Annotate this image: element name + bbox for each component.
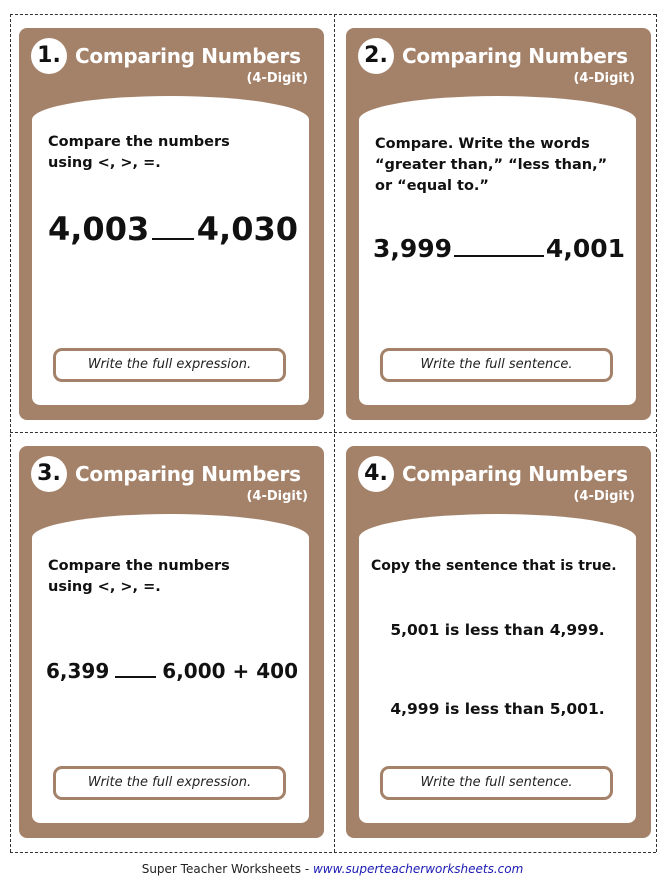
- page-footer: [0, 862, 665, 876]
- card-prompt: [48, 132, 298, 174]
- card-title: Comparing Numbers: [75, 462, 301, 486]
- footer-website-link[interactable]: www.superteacherworksheets.com: [312, 862, 524, 876]
- cut-line-bottom: [10, 852, 656, 853]
- cut-line-middle: [10, 432, 656, 433]
- footer-separator: -: [301, 862, 313, 876]
- write-answer-box[interactable]: Write the full expression.: [53, 766, 286, 800]
- task-card-3: [19, 446, 324, 838]
- left-number: 6,399: [46, 659, 110, 683]
- prompt-line: Compare the numbers: [48, 134, 230, 150]
- comparison-expression: [48, 210, 298, 248]
- card-subtitle: (4-Digit): [246, 489, 308, 504]
- left-number: 4,003: [48, 210, 150, 248]
- right-number: 6,000 + 400: [162, 659, 298, 683]
- prompt-line: using <, >, =.: [48, 579, 161, 595]
- card-number-badge: 1.: [31, 38, 67, 74]
- right-number: 4,001: [545, 234, 625, 263]
- prompt-line: Compare the numbers: [48, 558, 230, 574]
- comparison-expression: [46, 659, 298, 683]
- left-number: 3,999: [373, 234, 453, 263]
- cut-line-right: [656, 14, 657, 852]
- sentence-option-b: 4,999 is less than 5,001.: [390, 700, 605, 718]
- cut-line-top: [10, 14, 656, 15]
- prompt-line: Compare. Write the words: [375, 136, 590, 152]
- write-answer-box[interactable]: Write the full sentence.: [380, 766, 613, 800]
- write-answer-box[interactable]: Write the full sentence.: [380, 348, 613, 382]
- prompt-line: Copy the sentence that is true.: [371, 558, 617, 574]
- card-panel: [359, 514, 636, 823]
- answer-blank[interactable]: [152, 216, 194, 240]
- answer-blank[interactable]: [115, 662, 156, 678]
- task-card-4: [346, 446, 651, 838]
- card-panel: [359, 96, 636, 405]
- sentence-option-a: 5,001 is less than 4,999.: [390, 621, 605, 639]
- card-title: Comparing Numbers: [402, 44, 628, 68]
- prompt-line: or “equal to.”: [375, 178, 489, 194]
- prompt-line: “greater than,” “less than,”: [375, 157, 608, 173]
- cut-line-left: [10, 14, 11, 852]
- footer-brand: Super Teacher Worksheets: [141, 862, 302, 876]
- task-card-2: [346, 28, 651, 420]
- card-subtitle: (4-Digit): [573, 71, 635, 86]
- card-number-badge: 4.: [358, 456, 394, 492]
- card-subtitle: (4-Digit): [246, 71, 308, 86]
- card-number-badge: 3.: [31, 456, 67, 492]
- card-prompt: [371, 556, 631, 577]
- right-number: 4,030: [196, 210, 298, 248]
- card-panel: [32, 514, 309, 823]
- task-card-1: [19, 28, 324, 420]
- answer-blank[interactable]: [454, 237, 544, 257]
- card-prompt: [375, 134, 625, 197]
- cut-line-center: [334, 14, 335, 852]
- comparison-expression: [373, 234, 625, 263]
- card-title: Comparing Numbers: [75, 44, 301, 68]
- card-title: Comparing Numbers: [402, 462, 628, 486]
- card-number-badge: 2.: [358, 38, 394, 74]
- card-subtitle: (4-Digit): [573, 489, 635, 504]
- write-answer-box[interactable]: Write the full expression.: [53, 348, 286, 382]
- prompt-line: using <, >, =.: [48, 155, 161, 171]
- card-prompt: [48, 556, 298, 598]
- card-panel: [32, 96, 309, 405]
